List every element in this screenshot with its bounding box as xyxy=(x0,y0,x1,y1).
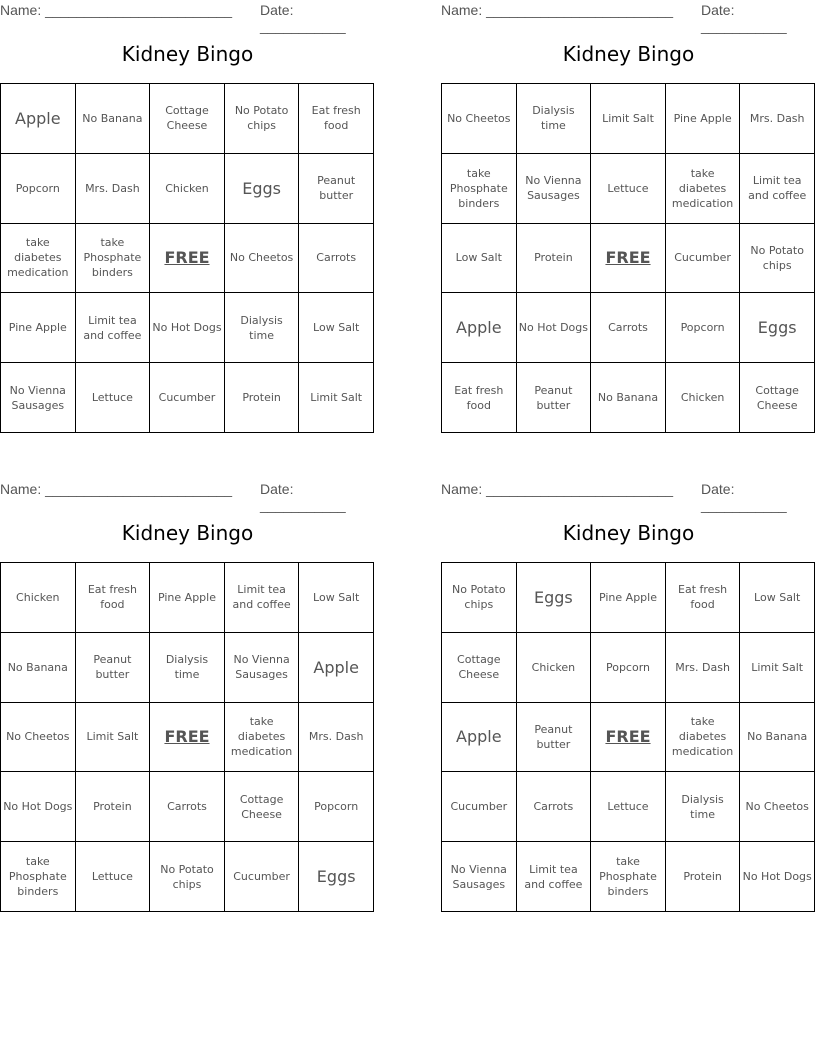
bingo-cell: Eat fresh food xyxy=(299,84,374,154)
bingo-cell: Dialysis time xyxy=(666,772,741,842)
bingo-cell: Apple xyxy=(299,633,374,703)
card-title: Kidney Bingo xyxy=(562,42,695,66)
bingo-cell: No Potato chips xyxy=(150,842,225,912)
card-header xyxy=(441,479,816,513)
bingo-cell: Mrs. Dash xyxy=(740,84,815,154)
free-space-cell: FREE xyxy=(150,224,225,294)
free-space-cell: FREE xyxy=(591,224,666,294)
bingo-cell: No Hot Dogs xyxy=(740,842,815,912)
bingo-cell: Limit Salt xyxy=(591,84,666,154)
bingo-cell: Dialysis time xyxy=(517,84,592,154)
free-space-cell: FREE xyxy=(150,703,225,773)
bingo-cell: Peanut butter xyxy=(517,363,592,433)
bingo-cell: No Cheetos xyxy=(442,84,517,154)
bingo-cell: No Vienna Sausages xyxy=(225,633,300,703)
bingo-cell: No Potato chips xyxy=(740,224,815,294)
bingo-cell: Dialysis time xyxy=(150,633,225,703)
bingo-grid xyxy=(0,562,374,912)
bingo-grid xyxy=(0,83,374,433)
bingo-cell: No Banana xyxy=(1,633,76,703)
bingo-cell: Carrots xyxy=(517,772,592,842)
date-line: Date: ___________ xyxy=(260,481,346,513)
bingo-cell: Mrs. Dash xyxy=(299,703,374,773)
bingo-cell: Protein xyxy=(76,772,151,842)
card-header xyxy=(441,0,816,34)
bingo-cell: Apple xyxy=(442,703,517,773)
bingo-cell: Lettuce xyxy=(591,154,666,224)
bingo-cell: take Phosphate binders xyxy=(591,842,666,912)
name-line: Name: ________________________ xyxy=(441,2,673,18)
bingo-cell: Low Salt xyxy=(299,293,374,363)
bingo-cell: No Potato chips xyxy=(225,84,300,154)
bingo-cell: No Banana xyxy=(740,703,815,773)
bingo-cell: Eggs xyxy=(225,154,300,224)
bingo-grid xyxy=(441,562,815,912)
bingo-cell: No Vienna Sausages xyxy=(517,154,592,224)
bingo-cell: Apple xyxy=(1,84,76,154)
bingo-cell: No Hot Dogs xyxy=(150,293,225,363)
card-title: Kidney Bingo xyxy=(562,521,695,545)
bingo-cell: Cottage Cheese xyxy=(225,772,300,842)
bingo-cell: Eggs xyxy=(740,293,815,363)
bingo-cell: Protein xyxy=(666,842,741,912)
name-line: Name: ________________________ xyxy=(441,481,673,497)
bingo-cell: Chicken xyxy=(666,363,741,433)
bingo-cell: Mrs. Dash xyxy=(76,154,151,224)
card-title: Kidney Bingo xyxy=(121,521,254,545)
bingo-cell: Limit Salt xyxy=(740,633,815,703)
bingo-cell: Cucumber xyxy=(666,224,741,294)
bingo-cell: Chicken xyxy=(517,633,592,703)
bingo-cell: Cottage Cheese xyxy=(740,363,815,433)
bingo-cell: Eggs xyxy=(517,563,592,633)
date-line: Date: ___________ xyxy=(701,481,787,513)
bingo-cell: Limit tea and coffee xyxy=(225,563,300,633)
bingo-cell: take diabetes medication xyxy=(1,224,76,294)
bingo-cell: Low Salt xyxy=(299,563,374,633)
bingo-cell: Low Salt xyxy=(442,224,517,294)
bingo-cell: Peanut butter xyxy=(299,154,374,224)
bingo-cell: Chicken xyxy=(150,154,225,224)
bingo-cell: Eggs xyxy=(299,842,374,912)
bingo-cell: Protein xyxy=(517,224,592,294)
bingo-cell: take Phosphate binders xyxy=(1,842,76,912)
bingo-cell: Carrots xyxy=(150,772,225,842)
bingo-cell: Lettuce xyxy=(591,772,666,842)
bingo-cell: No Hot Dogs xyxy=(1,772,76,842)
date-line: Date: ___________ xyxy=(701,2,787,34)
bingo-cell: No Banana xyxy=(591,363,666,433)
bingo-cell: Popcorn xyxy=(666,293,741,363)
bingo-cell: No Vienna Sausages xyxy=(442,842,517,912)
bingo-cell: Carrots xyxy=(591,293,666,363)
bingo-cell: Cucumber xyxy=(442,772,517,842)
bingo-cell: Cottage Cheese xyxy=(150,84,225,154)
bingo-cell: Cucumber xyxy=(150,363,225,433)
bingo-cell: Popcorn xyxy=(299,772,374,842)
bingo-cell: Pine Apple xyxy=(666,84,741,154)
bingo-cell: No Vienna Sausages xyxy=(1,363,76,433)
bingo-cell: No Potato chips xyxy=(442,563,517,633)
bingo-cell: Eat fresh food xyxy=(666,563,741,633)
bingo-cell: Low Salt xyxy=(740,563,815,633)
free-space-cell: FREE xyxy=(591,703,666,773)
bingo-cell: Pine Apple xyxy=(591,563,666,633)
date-line: Date: ___________ xyxy=(260,2,346,34)
bingo-cell: Carrots xyxy=(299,224,374,294)
bingo-cell: Peanut butter xyxy=(517,703,592,773)
bingo-cell: Pine Apple xyxy=(1,293,76,363)
name-line: Name: ________________________ xyxy=(0,2,232,18)
bingo-cell: take Phosphate binders xyxy=(442,154,517,224)
bingo-cell: Chicken xyxy=(1,563,76,633)
bingo-cell: Limit Salt xyxy=(76,703,151,773)
bingo-cell: Popcorn xyxy=(1,154,76,224)
card-header xyxy=(0,479,375,513)
bingo-cell: Peanut butter xyxy=(76,633,151,703)
bingo-cell: Protein xyxy=(225,363,300,433)
bingo-cell: Mrs. Dash xyxy=(666,633,741,703)
bingo-cell: Popcorn xyxy=(591,633,666,703)
bingo-cell: No Cheetos xyxy=(225,224,300,294)
bingo-grid xyxy=(441,83,815,433)
bingo-cell: take diabetes medication xyxy=(666,703,741,773)
bingo-cell: Limit tea and coffee xyxy=(740,154,815,224)
bingo-cell: Eat fresh food xyxy=(76,563,151,633)
bingo-cell: Dialysis time xyxy=(225,293,300,363)
bingo-cell: Cottage Cheese xyxy=(442,633,517,703)
bingo-cell: Eat fresh food xyxy=(442,363,517,433)
name-line: Name: ________________________ xyxy=(0,481,232,497)
bingo-cell: No Hot Dogs xyxy=(517,293,592,363)
bingo-cell: No Cheetos xyxy=(1,703,76,773)
card-header xyxy=(0,0,375,34)
bingo-cell: Limit tea and coffee xyxy=(517,842,592,912)
bingo-cell: take diabetes medication xyxy=(225,703,300,773)
bingo-cell: No Banana xyxy=(76,84,151,154)
bingo-cell: Limit tea and coffee xyxy=(76,293,151,363)
bingo-cell: No Cheetos xyxy=(740,772,815,842)
bingo-cell: Lettuce xyxy=(76,842,151,912)
bingo-cell: Apple xyxy=(442,293,517,363)
bingo-cell: Lettuce xyxy=(76,363,151,433)
bingo-cell: take diabetes medication xyxy=(666,154,741,224)
bingo-cell: Pine Apple xyxy=(150,563,225,633)
bingo-cell: take Phosphate binders xyxy=(76,224,151,294)
bingo-cell: Limit Salt xyxy=(299,363,374,433)
card-title: Kidney Bingo xyxy=(121,42,254,66)
bingo-cell: Cucumber xyxy=(225,842,300,912)
